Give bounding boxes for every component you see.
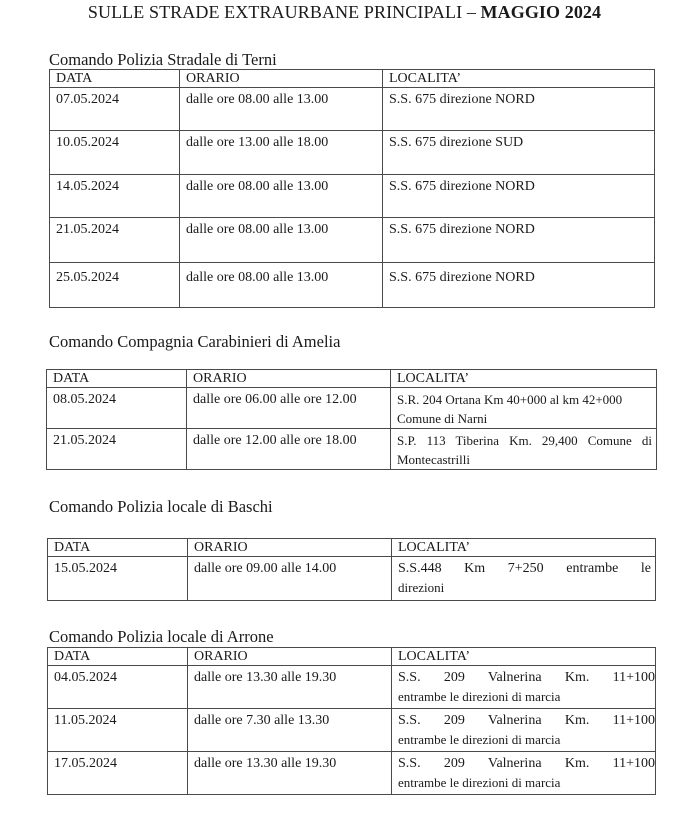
time-cell: dalle ore 08.00 alle 13.00 [180,175,383,218]
date-cell: 04.05.2024 [48,666,188,709]
location-text: entrambe le direzioni di marcia [398,775,561,790]
table-row [48,709,656,752]
date-cell: 21.05.2024 [50,218,180,263]
location-cell [391,388,657,429]
table-header-row [50,70,655,88]
table-row [48,752,656,795]
location-text: S.P. 113 Tiberina Km. 29,400 Comune di [397,433,652,448]
schedule-table [47,647,656,795]
location-text: S.S.448 Km 7+250 entrambe le [398,561,651,576]
column-header-date: DATA [48,539,188,557]
time-cell: dalle ore 09.00 alle 14.00 [188,557,392,601]
section-title: Comando Compagnia Carabinieri di Amelia [49,332,341,351]
time-cell: dalle ore 13.00 alle 18.00 [180,131,383,175]
section-title: Comando Polizia Stradale di Terni [49,50,277,69]
column-header-date: DATA [48,648,188,666]
table-row [47,429,657,470]
time-cell: dalle ore 13.30 alle 19.30 [188,752,392,795]
table-row [48,557,656,601]
location-cell [392,666,656,709]
location-text: entrambe le direzioni di marcia [398,689,561,704]
table-row [50,218,655,263]
time-cell: dalle ore 12.00 alle ore 18.00 [187,429,391,470]
column-header-location: LOCALITA’ [392,648,656,666]
table-row [50,175,655,218]
column-header-time: ORARIO [188,648,392,666]
column-header-date: DATA [47,370,187,388]
location-cell [392,557,656,601]
location-text: S.S. 675 direzione NORD [389,92,535,107]
location-text: S.R. 204 Ortana Km 40+000 al km 42+000 [397,392,623,407]
column-header-location: LOCALITA’ [391,370,657,388]
location-text: S.S. 209 Valnerina Km. 11+100 [398,713,655,728]
location-cell [383,218,655,263]
time-cell: dalle ore 08.00 alle 13.00 [180,218,383,263]
column-header-time: ORARIO [187,370,391,388]
location-cell [391,429,657,470]
table-row [50,263,655,308]
schedule-table [46,369,657,470]
location-cell [383,131,655,175]
column-header-time: ORARIO [188,539,392,557]
location-cell [383,88,655,131]
location-text: entrambe le direzioni di marcia [398,732,561,747]
table-row [48,666,656,709]
date-cell: 11.05.2024 [48,709,188,752]
location-text: S.S. 209 Valnerina Km. 11+100 [398,670,655,685]
location-cell [383,263,655,308]
time-cell: dalle ore 08.00 alle 13.00 [180,263,383,308]
location-text: Montecastrilli [397,452,470,467]
table-row [47,388,657,429]
date-cell: 14.05.2024 [50,175,180,218]
column-header-location: LOCALITA’ [383,70,655,88]
column-header-date: DATA [50,70,180,88]
location-text: Comune di Narni [397,411,488,426]
date-cell: 08.05.2024 [47,388,187,429]
date-cell: 17.05.2024 [48,752,188,795]
time-cell: dalle ore 06.00 alle ore 12.00 [187,388,391,429]
time-cell: dalle ore 08.00 alle 13.00 [180,88,383,131]
table-row [50,131,655,175]
location-text: S.S. 675 direzione NORD [389,222,535,237]
table-header-row [48,648,656,666]
schedule-table [49,69,655,308]
location-text: S.S. 209 Valnerina Km. 11+100 [398,756,655,771]
location-cell [392,709,656,752]
table-row [50,88,655,131]
column-header-time: ORARIO [180,70,383,88]
date-cell: 10.05.2024 [50,131,180,175]
column-header-location: LOCALITA’ [392,539,656,557]
document-title-text: SULLE STRADE EXTRAURBANE PRINCIPALI – [87,2,476,22]
table-header-row [47,370,657,388]
section-title: Comando Polizia locale di Arrone [49,627,274,646]
location-text: direzioni [398,580,445,595]
document-title [0,2,689,23]
location-cell [392,752,656,795]
date-cell: 21.05.2024 [47,429,187,470]
location-text: S.S. 675 direzione NORD [389,270,535,285]
document-title-month: MAGGIO 2024 [480,2,602,22]
table-header-row [48,539,656,557]
date-cell: 25.05.2024 [50,263,180,308]
time-cell: dalle ore 13.30 alle 19.30 [188,666,392,709]
date-cell: 07.05.2024 [50,88,180,131]
section-title: Comando Polizia locale di Baschi [49,497,273,516]
location-text: S.S. 675 direzione SUD [389,135,524,150]
date-cell: 15.05.2024 [48,557,188,601]
location-text: S.S. 675 direzione NORD [389,179,535,194]
schedule-table [47,538,656,601]
time-cell: dalle ore 7.30 alle 13.30 [188,709,392,752]
location-cell [383,175,655,218]
